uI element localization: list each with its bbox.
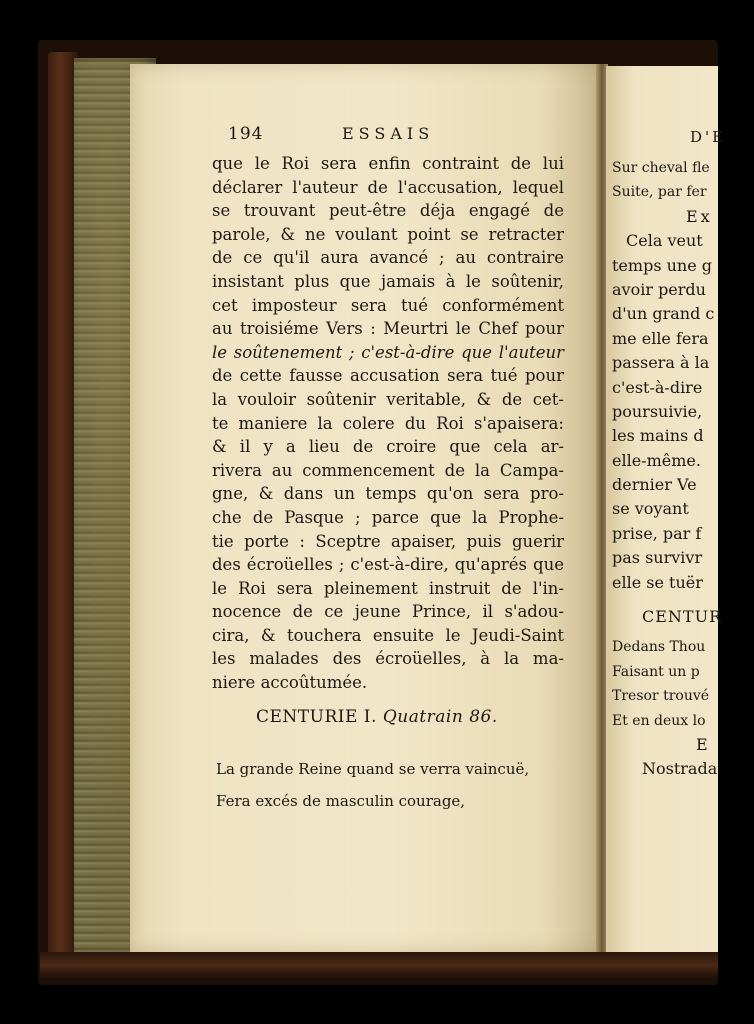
text-line: E <box>696 734 708 754</box>
text-line: Et en deux lo <box>612 712 706 729</box>
quatrain-line: La grande Reine quand se verra vaincuë, <box>216 760 530 778</box>
quatrain-label: Quatrain 86. <box>382 707 498 727</box>
text-line: tie porte : Sceptre apaiser, puis guerir <box>212 531 564 551</box>
text-line: Ex <box>686 206 713 226</box>
left-page-body <box>212 152 564 695</box>
text-line: elle-même. <box>612 450 701 470</box>
text-line: avoir perdu <box>612 279 706 299</box>
text-line: d'un grand c <box>612 304 715 324</box>
text-line: niere accoûtumée. <box>212 673 368 693</box>
quatrain-line: Fera excés de masculin courage, <box>216 792 466 810</box>
running-head: ESSAIS <box>342 124 435 143</box>
text-line: me elle fera <box>612 328 709 348</box>
text-line: déclarer l'auteur de l'accusation, lequel <box>212 177 564 197</box>
text-line: de ce qu'il aura avancé ; au contraire <box>212 248 564 268</box>
text-line: Tresor trouvé <box>612 688 710 705</box>
text-line: les malades des écroüelles, à la ma- <box>212 649 564 669</box>
text-line: elle se tuër <box>612 572 703 592</box>
text-line: le soûtenement ; c'est-à-dire que l'auteur <box>212 342 564 362</box>
text-line: nocence de ce jeune Prince, il s'adou- <box>212 602 564 622</box>
right-page-body <box>612 156 722 782</box>
text-line: Cela veut <box>626 231 703 251</box>
text-line: passera à la <box>612 353 710 373</box>
text-line: cet imposteur sera tué conformément <box>212 295 564 315</box>
centurie-heading <box>256 707 498 727</box>
text-line: rivera au commencement de la Campa- <box>212 460 564 480</box>
text-line: cira, & touchera ensuite le Jeudi-Saint <box>212 625 564 645</box>
text-line: parole, & ne voulant point se retracter <box>212 224 564 244</box>
text-line: te maniere la colere du Roi s'apaisera: <box>212 413 564 433</box>
text-line: au troisiéme Vers : Meurtri le Chef pour <box>212 319 564 339</box>
text-line: che de Pasque ; parce que la Prophe- <box>212 507 564 527</box>
text-line: que le Roi sera enfin contraint de lui <box>212 154 564 173</box>
page-number: 194 <box>228 124 264 144</box>
centurie-label: CENTURIE I. <box>256 707 377 727</box>
text-line: se trouvant peut-être déja engagé de <box>212 201 564 221</box>
text-line: prise, par f <box>612 523 702 543</box>
text-line: Suite, par fer <box>612 184 707 201</box>
text-line: temps une g <box>612 255 713 275</box>
text-line: dernier Ve <box>612 475 697 495</box>
bottom-cover-edge <box>40 952 718 978</box>
text-line: poursuivie, <box>612 401 703 421</box>
text-line: Dedans Thou <box>612 639 706 656</box>
text-line: de cette fausse accusation sera tué pour <box>212 366 564 386</box>
text-line: le Roi sera pleinement instruit de l'in- <box>212 578 564 598</box>
text-line: la vouloir soûtenir veritable, & de cet- <box>212 389 564 409</box>
text-line: Sur cheval fle <box>612 160 710 176</box>
text-line: CENTUR <box>642 607 723 627</box>
text-line: Nostrada <box>642 759 718 779</box>
text-line: se voyant <box>612 499 689 519</box>
right-running-head: D'E <box>690 128 727 146</box>
text-line: des écroüelles ; c'est-à-dire, qu'aprés que <box>212 555 564 575</box>
text-line: gne, & dans un temps qu'on sera pro- <box>212 484 564 504</box>
text-line: & il y a lieu de croire que cela ar- <box>212 437 564 457</box>
text-line: c'est-à-dire <box>612 377 703 397</box>
text-line: insistant plus que jamais à le soûtenir, <box>212 271 564 291</box>
text-line: les mains d <box>612 426 704 446</box>
text-line: Faisant un p <box>612 663 700 680</box>
text-line: pas survivr <box>612 548 703 568</box>
